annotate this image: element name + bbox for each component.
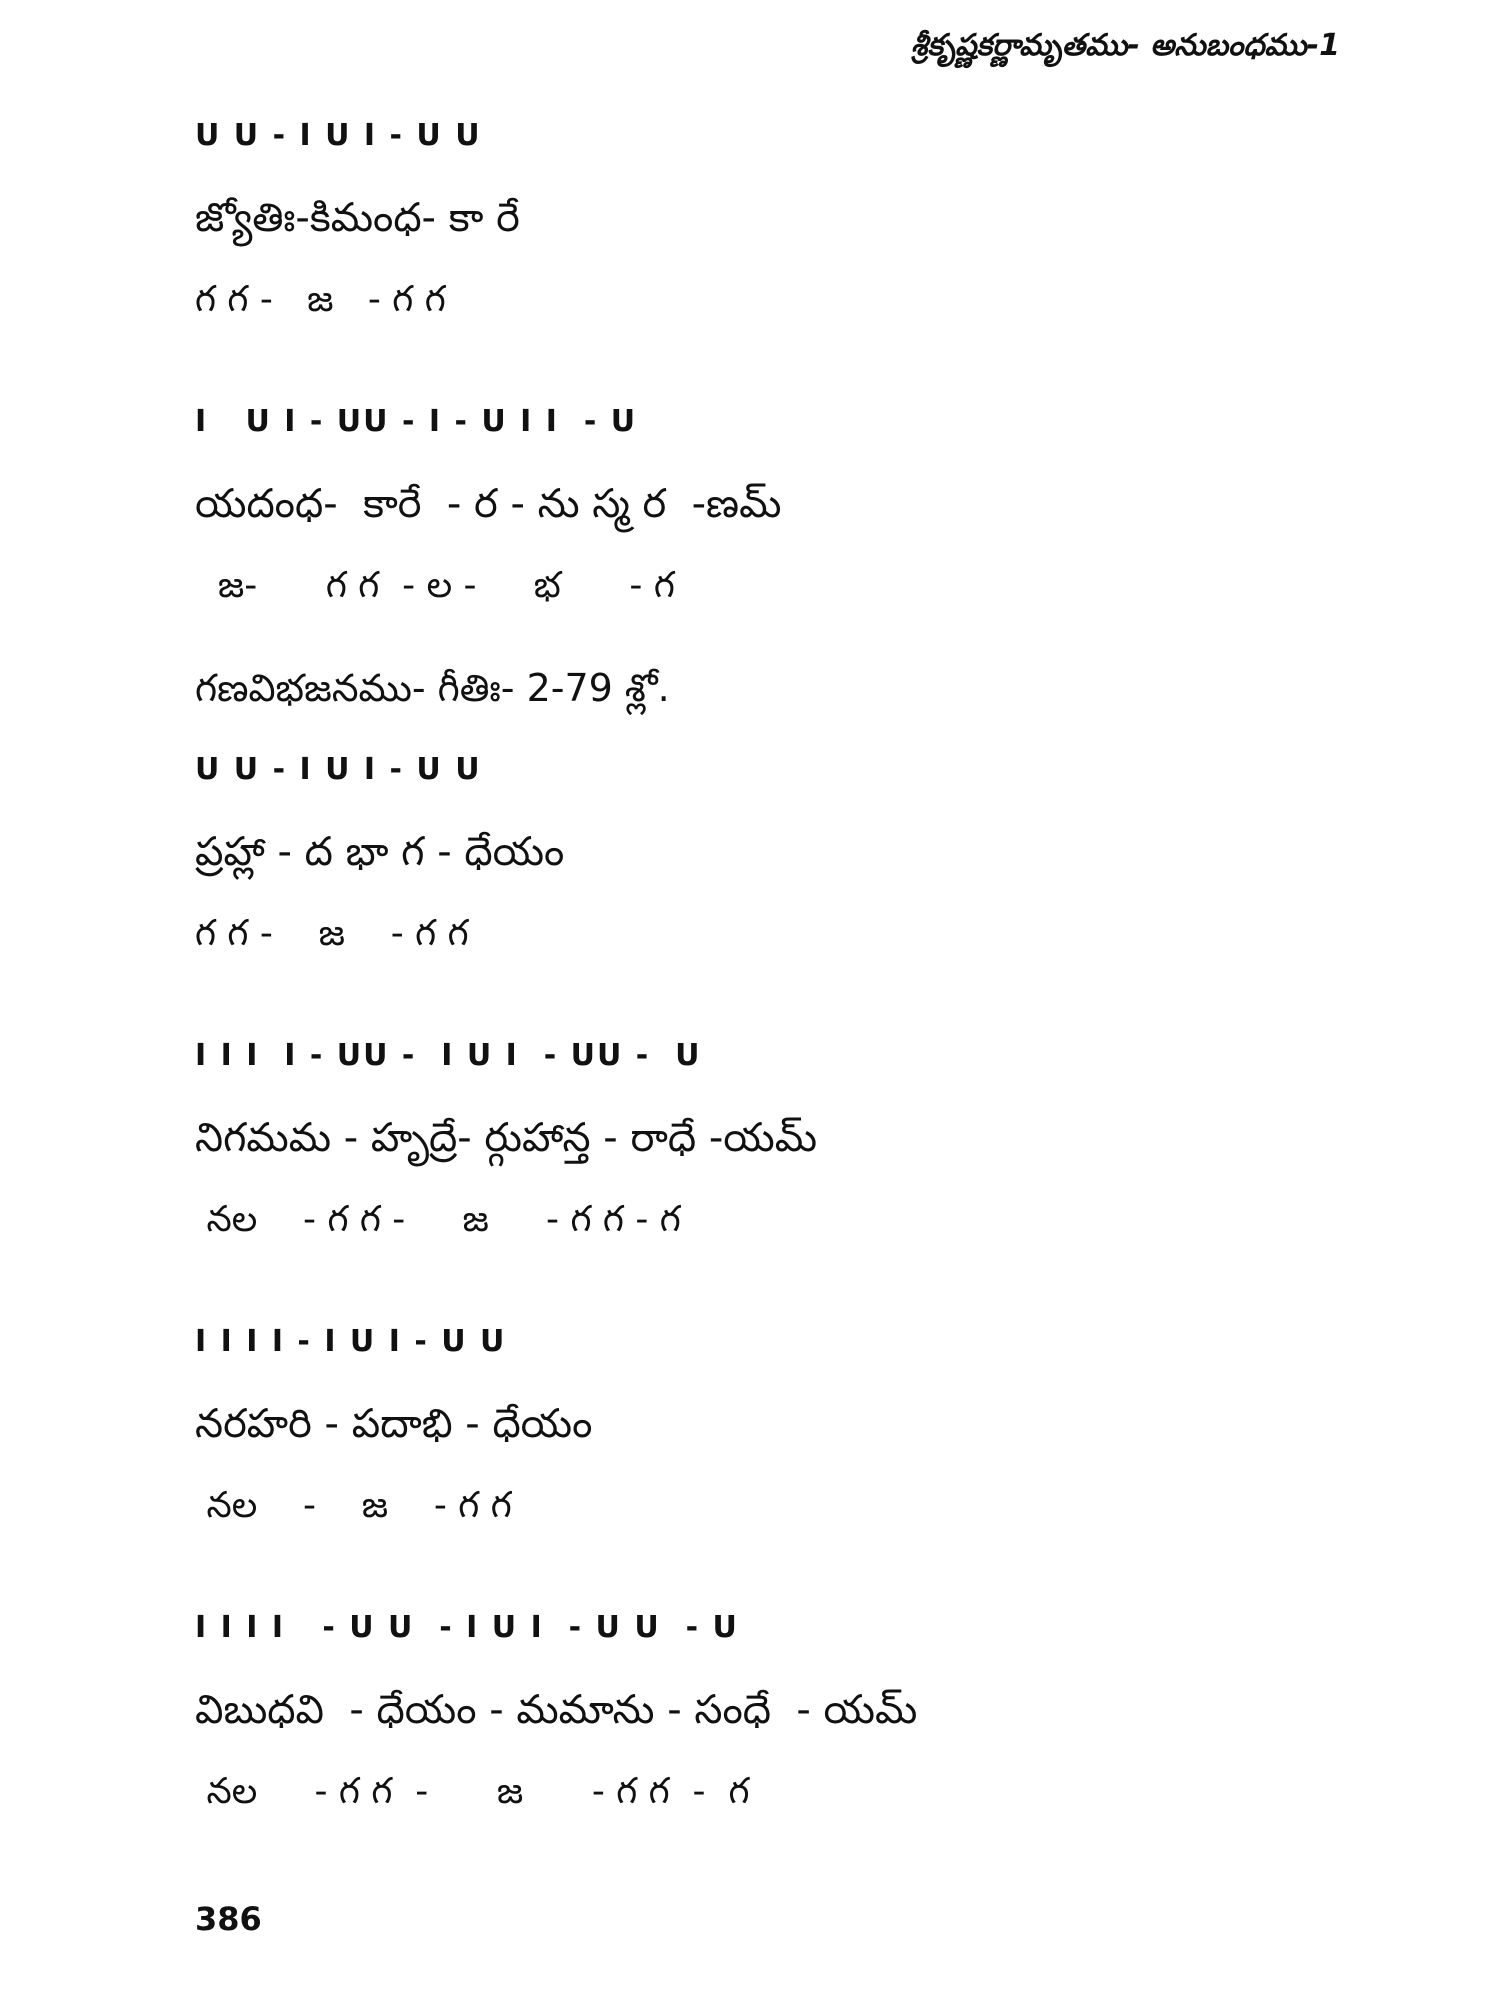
running-header: శ్రీకృష్ణకర్ణామృతము- అనుబంధము-1 <box>910 28 1340 63</box>
section-heading: గణవిభజనము- గీతిః- 2-79 శ్లో. <box>195 666 670 710</box>
spacer <box>195 1547 1345 1587</box>
verse-block <box>195 95 1345 341</box>
spacer <box>195 1261 1345 1301</box>
gana-line: గ గ - జ - గ గ <box>195 279 446 320</box>
verse-block <box>195 1587 1345 1833</box>
verse-line: విబుధవి - ధేయం - మమాను - సంధే - యమ్ <box>195 1687 918 1733</box>
spacer <box>195 341 1345 381</box>
gana-line: నల - గ గ - జ - గ గ - గ <box>195 1771 750 1812</box>
verse-block <box>195 381 1345 627</box>
scansion-line: I I I I - I U I - U U <box>195 1324 507 1359</box>
scansion-line: I I I I - UU - I U I - UU - U <box>195 1038 702 1073</box>
scansion-line: U U - I U I - U U <box>195 118 482 153</box>
verse-line: యదంధ- కారే - ర - ను స్మ ర -ణమ్ <box>195 481 782 527</box>
verse-line: నరహరి - పదాభి - ధేయం <box>195 1401 593 1447</box>
scansion-line: I I I I - U U - I U I - U U - U <box>195 1610 739 1645</box>
gana-line: గ గ - జ - గ గ <box>195 913 469 954</box>
verse-block <box>195 1015 1345 1261</box>
page-content <box>195 95 1345 1833</box>
gana-line: నల - జ - గ గ <box>195 1485 512 1526</box>
verse-line: జ్యోతిః-కిమంధ- కా రే <box>195 195 520 241</box>
gana-line: జ- గ గ - ల - భ - గ <box>195 565 675 606</box>
scansion-line: I U I - UU - I - U I I - U <box>195 404 638 439</box>
verse-block <box>195 729 1345 975</box>
verse-line: నిగమమ - హృద్రే- ర్గుహాన్త - రాధే -యమ్ <box>195 1115 818 1161</box>
page-number: 386 <box>195 1900 262 1938</box>
gana-line: నల - గ గ - జ - గ గ - గ <box>195 1199 681 1240</box>
scansion-line: U U - I U I - U U <box>195 752 482 787</box>
spacer <box>195 975 1345 1015</box>
verse-block <box>195 1301 1345 1547</box>
verse-line: ప్రహ్లా - ద భా గ - ధేయం <box>195 829 565 875</box>
